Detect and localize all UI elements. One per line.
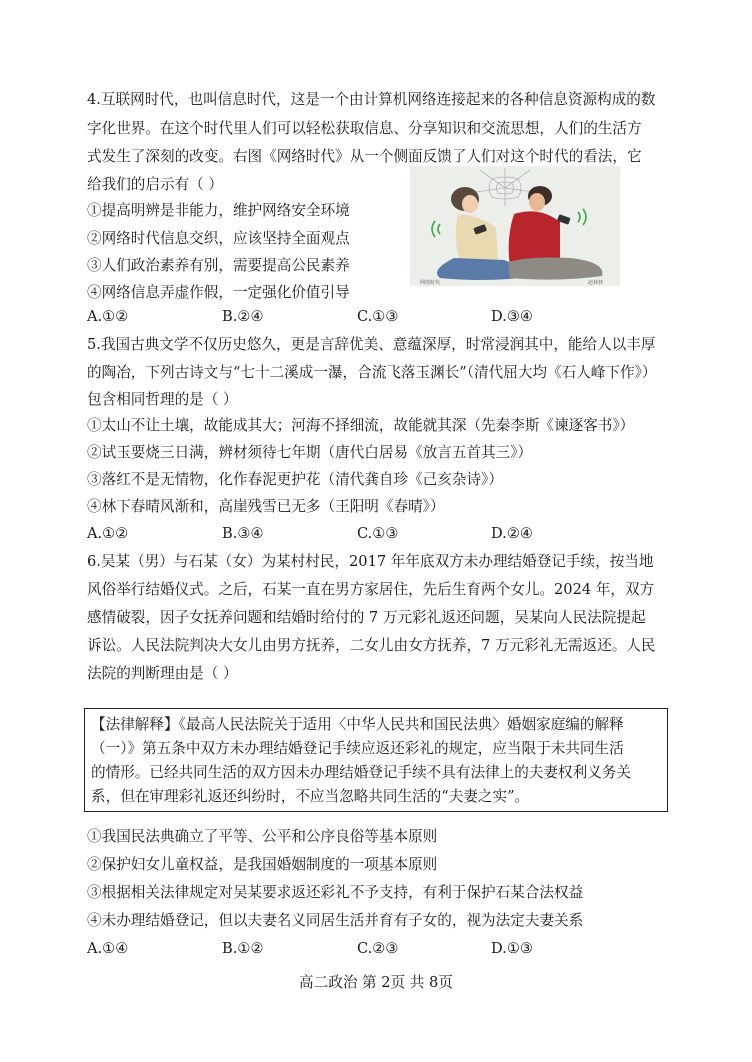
- q5-option-a[interactable]: A.①②: [87, 525, 129, 542]
- legal-interpretation-box: [84, 708, 668, 812]
- cartoon-illustration: [410, 166, 620, 286]
- law-box-line-3: 的情形。已经共同生活的双方因未办理结婚登记手续不具有法律上的夫妻权利义务关: [91, 764, 631, 781]
- q4-option-b[interactable]: B.②④: [222, 308, 264, 325]
- q6-stem-line-4: 诉讼。人民法院判决大女儿由男方抚养，二女儿由女方抚养，7 万元彩礼无需返还。人民: [87, 637, 656, 654]
- figure-caption-right: 赵林林: [588, 280, 604, 286]
- q6-item-3: ③根据相关法律规定对吴某要求返还彩礼不予支持，有利于保护石某合法权益: [87, 884, 584, 901]
- q5-option-c[interactable]: C.①③: [357, 525, 399, 542]
- q5-item-4: ④林下春晴风渐和，高崖残雪已无多（王阳明《春晴》）: [87, 498, 445, 515]
- q4-stem-line-2: 字化世界。在这个时代里人们可以轻松获取信息、分享知识和交流思想，人们的生活方: [87, 120, 642, 137]
- q4-item-1: ①提高明辨是非能力，维护网络安全环境: [87, 202, 350, 219]
- law-box-line-1: 【法律解释】《最高人民法院关于适用〈中华人民共和国民法典〉婚姻家庭编的解释: [91, 716, 624, 733]
- q4-stem-line-1: 4.互联网时代，也叫信息时代，这是一个由计算机网络连接起来的各种信息资源构成的数: [87, 91, 656, 108]
- q4-option-c[interactable]: C.①③: [357, 308, 399, 325]
- q4-options: [87, 307, 667, 327]
- q6-options: [87, 939, 667, 959]
- q4-item-2: ②网络时代信息交织，应该坚持全面观点: [87, 230, 350, 247]
- q5-item-2: ②试玉要烧三日满，辨材须待七年期（唐代白居易《放言五首其三》）: [87, 444, 533, 461]
- page-footer: 高二政治 第 2页 共 8页: [299, 974, 453, 991]
- q6-stem-line-1: 6.吴某（男）与石某（女）为某村村民，2017 年年底双方未办理结婚登记手续，按当地: [87, 553, 654, 570]
- q4-cartoon-figure: [410, 166, 620, 286]
- q5-stem-line-2: 的陶冶，下列古诗文与“七十二溪成一瀑，合流飞落玉渊长”（清代屈大均《石人峰下作》）: [87, 364, 657, 381]
- q5-option-b[interactable]: B.③④: [222, 525, 264, 542]
- law-box-line-4: 系，但在审理彩礼返还纠纷时，不应当忽略共同生活的“夫妻之实”。: [91, 788, 530, 805]
- q6-stem-line-5: 法院的判断理由是（ ）: [87, 665, 238, 682]
- q4-option-d[interactable]: D.③④: [491, 308, 533, 325]
- q5-stem-line-1: 5.我国古典文学不仅历史悠久，更是言辞优美、意蕴深厚，时常浸润其中，能给人以丰厚: [87, 336, 656, 353]
- q4-item-4: ④网络信息弄虚作假，一定强化价值引导: [87, 284, 350, 301]
- law-box-line-2: （一）》第五条中双方未办理结婚登记手续应返还彩礼的规定，应当限于未共同生活: [91, 740, 624, 757]
- q6-item-1: ①我国民法典确立了平等、公平和公序良俗等基本原则: [87, 828, 438, 845]
- q6-stem-line-2: 风俗举行结婚仪式。之后，石某一直在男方家居住，先后生育两个女儿。2024 年，双方: [87, 581, 655, 598]
- q5-item-1: ①太山不让土壤，故能成其大；河海不择细流，故能就其深（先秦李斯《谏逐客书》）: [87, 417, 635, 434]
- q5-options: [87, 524, 667, 544]
- q4-stem-line-3: 式发生了深刻的改变。右图《网络时代》从一个侧面反馈了人们对这个时代的看法，它: [87, 148, 642, 165]
- q6-option-a[interactable]: A.①④: [87, 940, 129, 957]
- q6-option-c[interactable]: C.②③: [357, 940, 399, 957]
- q6-option-b[interactable]: B.①②: [222, 940, 264, 957]
- q6-stem-line-3: 感情破裂，因子女抚养问题和结婚时给付的 7 万元彩礼返还问题，吴某向人民法院提起: [87, 609, 646, 626]
- q5-option-d[interactable]: D.②④: [491, 525, 533, 542]
- q6-item-2: ②保护妇女儿童权益，是我国婚姻制度的一项基本原则: [87, 856, 438, 873]
- q4-item-3: ③人们政治素养有别，需要提高公民素养: [87, 257, 350, 274]
- q5-stem-line-3: 包含相同哲理的是（ ）: [87, 391, 238, 408]
- q6-item-4: ④未办理结婚登记，但以夫妻名义同居生活并育有子女的，视为法定夫妻关系: [87, 912, 584, 929]
- q4-option-a[interactable]: A.①②: [87, 308, 129, 325]
- figure-caption-left: 网络时代: [420, 280, 441, 286]
- q6-option-d[interactable]: D.①③: [491, 940, 533, 957]
- q4-stem-line-4: 给我们的启示有（ ）: [87, 176, 223, 193]
- q5-item-3: ③落红不是无情物，化作春泥更护花（清代龚自珍《己亥杂诗》）: [87, 471, 503, 488]
